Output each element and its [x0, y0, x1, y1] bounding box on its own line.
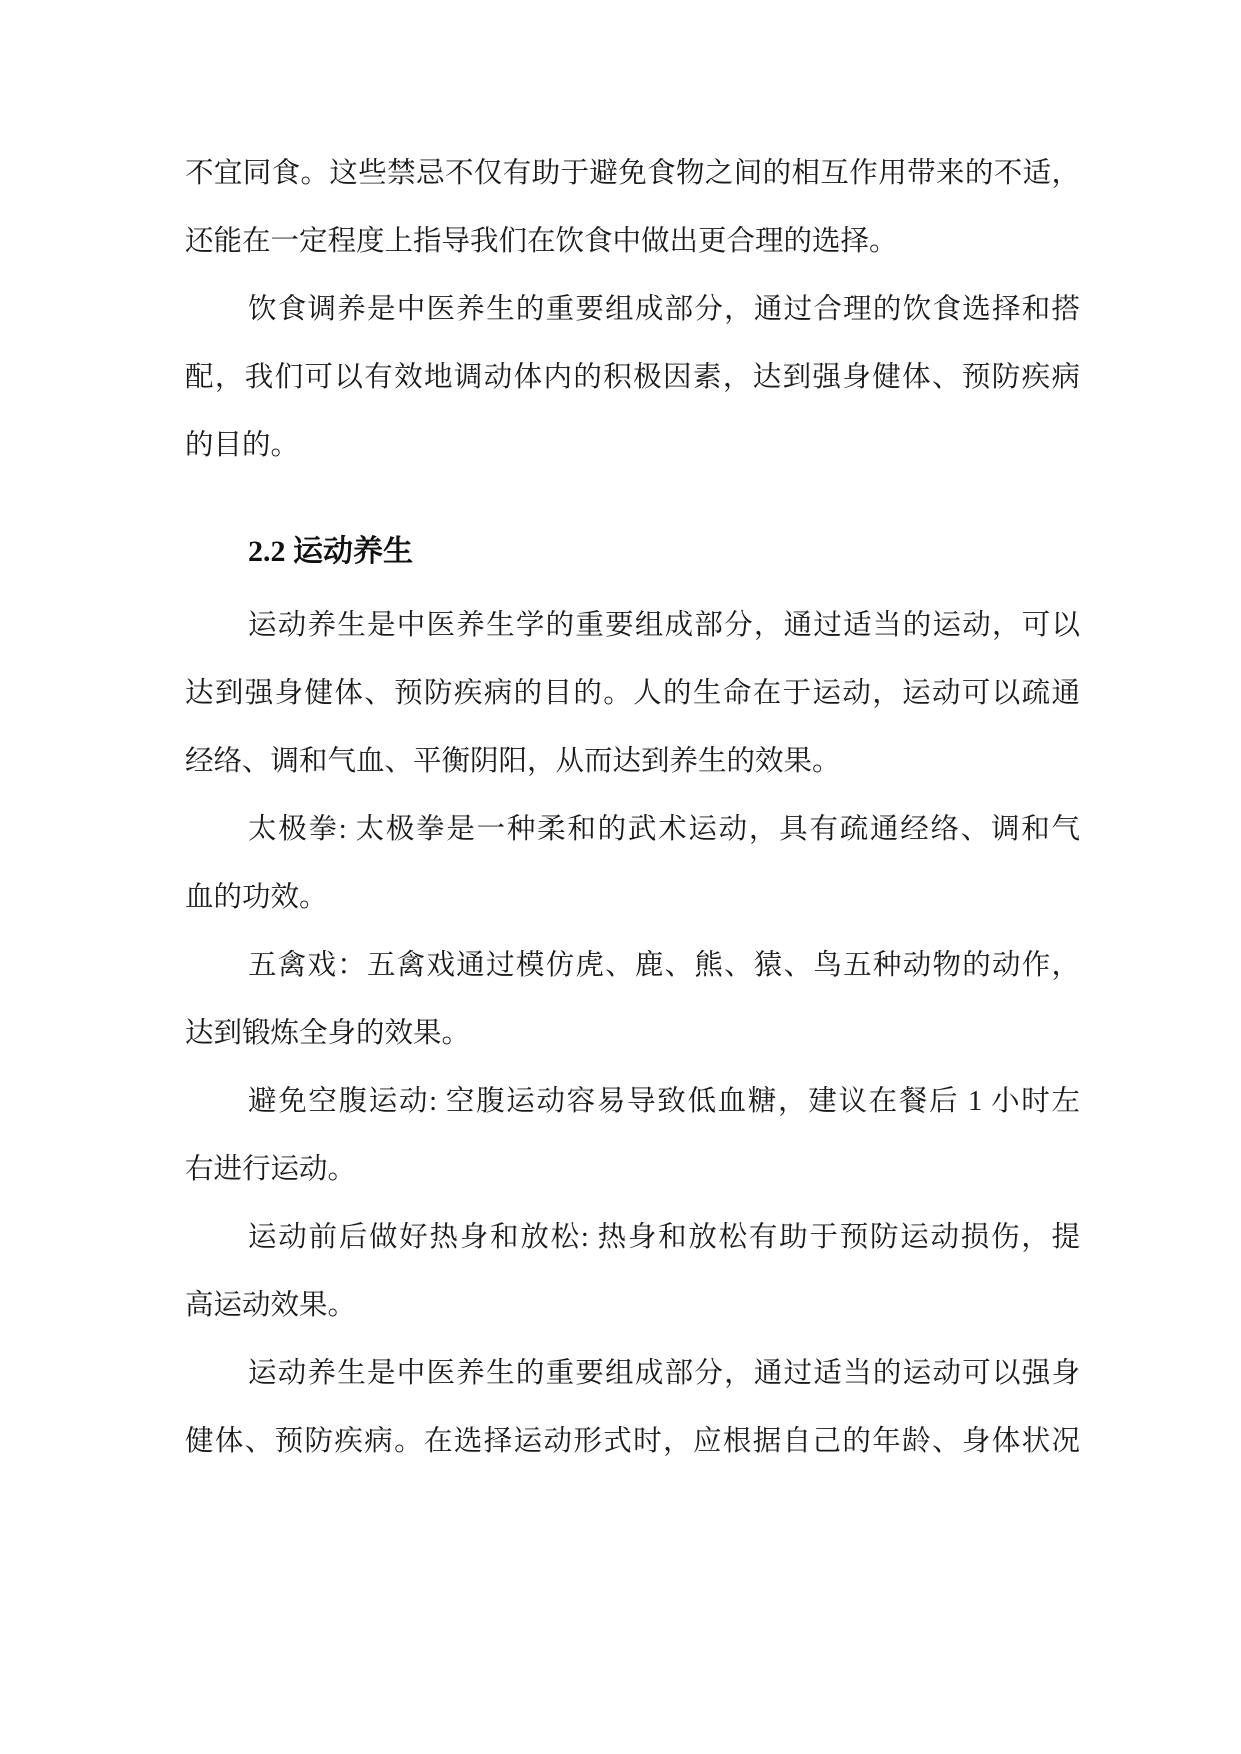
- paragraph: [185, 932, 1080, 1068]
- text-line: 高运动效果。: [185, 1290, 357, 1321]
- paragraph: [185, 1204, 1080, 1340]
- paragraph: [185, 276, 1080, 480]
- text-line: 经络、调和气血、平衡阴阳，从而达到养生的效果。: [185, 746, 841, 777]
- text-line: 不宜同食。这些禁忌不仅有助于避免食物之间的相互作用带来的不适，: [185, 158, 1080, 189]
- paragraph: [185, 140, 1080, 276]
- paragraph: [185, 1340, 1080, 1476]
- text-line: 避免空腹运动: 空腹运动容易导致低血糖，建议在餐后 1 小时左: [248, 1086, 1080, 1117]
- text-line: 运动养生是中医养生的重要组成部分，通过适当的运动可以强身: [248, 1358, 1080, 1389]
- text-line: 右进行运动。: [185, 1154, 357, 1185]
- text-line: 太极拳: 太极拳是一种柔和的武术运动，具有疏通经络、调和气: [248, 814, 1080, 845]
- text-line: 运动养生是中医养生学的重要组成部分，通过适当的运动，可以: [248, 610, 1080, 641]
- paragraph: [185, 796, 1080, 932]
- text-line: 五禽戏：五禽戏通过模仿虎、鹿、熊、猿、鸟五种动物的动作，: [248, 950, 1080, 981]
- text-line: 还能在一定程度上指导我们在饮食中做出更合理的选择。: [185, 226, 898, 257]
- text-line: 的目的。: [185, 430, 300, 461]
- text-line: 健体、预防疾病。在选择运动形式时，应根据自己的年龄、身体状况: [185, 1426, 1080, 1457]
- paragraph: [185, 1068, 1080, 1204]
- text-line: 达到锻炼全身的效果。: [185, 1018, 471, 1049]
- text-line: 达到强身健体、预防疾病的目的。人的生命在于运动，运动可以疏通: [185, 678, 1080, 709]
- text-line: 饮食调养是中医养生的重要组成部分，通过合理的饮食选择和搭: [248, 294, 1080, 325]
- page-text-area: [185, 140, 1080, 1476]
- paragraph: [185, 592, 1080, 796]
- text-line: 运动前后做好热身和放松: 热身和放松有助于预防运动损伤，提: [248, 1222, 1080, 1253]
- section-heading: 2.2 运动养生: [248, 535, 413, 568]
- text-line: 配，我们可以有效地调动体内的积极因素，达到强身健体、预防疾病: [185, 362, 1080, 393]
- text-line: 血的功效。: [185, 882, 328, 913]
